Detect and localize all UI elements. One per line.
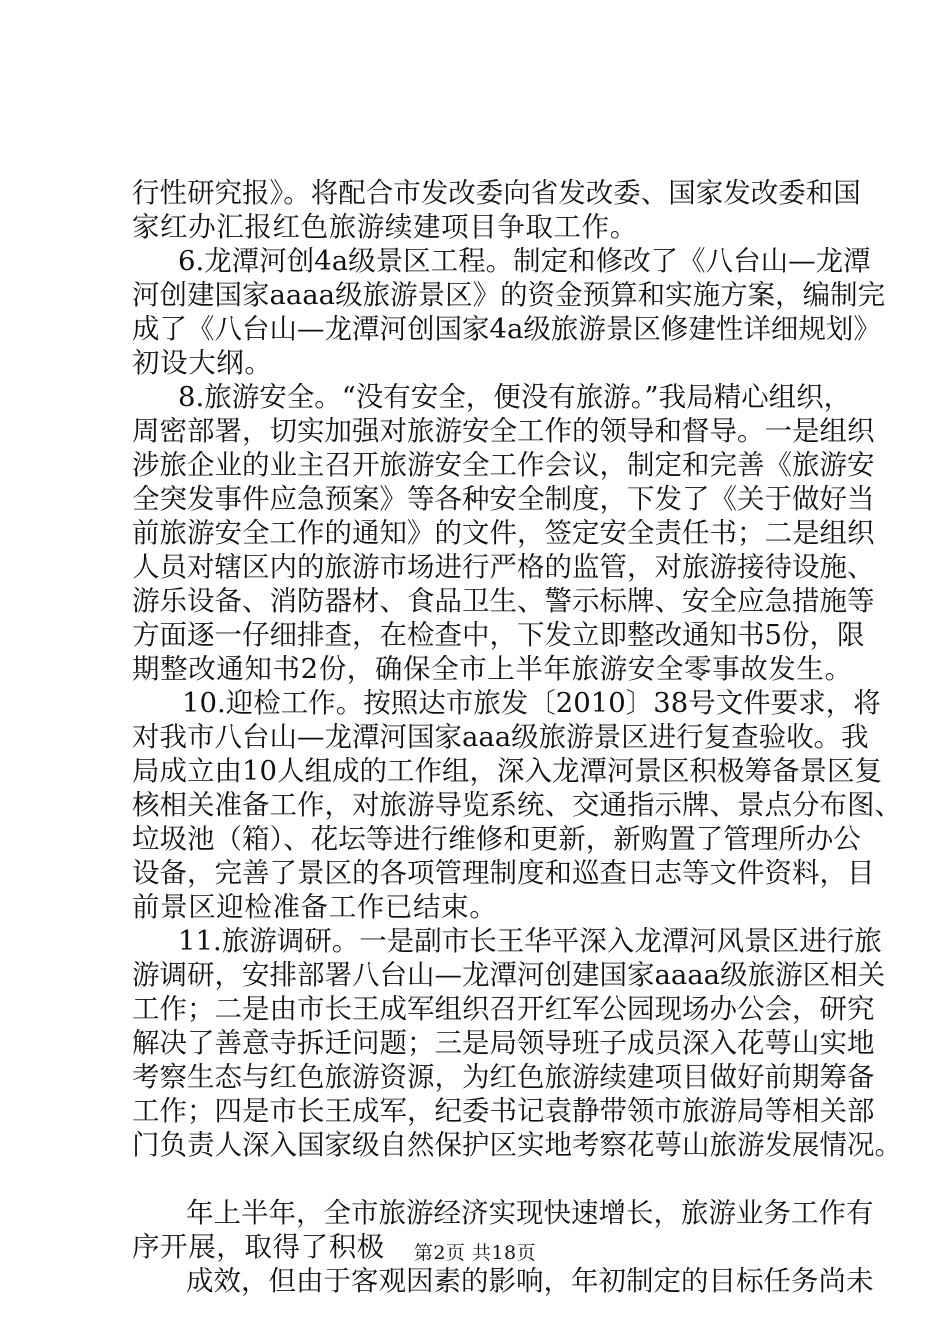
text-line: 对我市八台山—龙潭河国家aaa级旅游景区进行复查验收。我	[132, 721, 869, 753]
text-line: 行性研究报》。将配合市发改委向省发改委、国家发改委和国	[132, 177, 861, 209]
text-line: 方面逐一仔细排查，在检查中，下发立即整改通知书5份，限	[132, 619, 865, 651]
text-line: 6.龙潭河创4a级景区工程。制定和修改了《八台山—龙潭	[178, 245, 871, 277]
text-line: 全突发事件应急预案》等各种安全制度，下发了《关于做好当	[132, 483, 875, 515]
text-line: 河创建国家aaaa级旅游景区》的资金预算和实施方案，编制完	[132, 279, 886, 311]
text-line: 期整改通知书2份，确保全市上半年旅游安全零事故发生。	[132, 653, 853, 685]
text-line: 成了《八台山—龙潭河创国家4a级旅游景区修建性详细规划》	[132, 313, 881, 345]
text-line: 解决了善意寺拆迁问题；三是局领导班子成员深入花萼山实地	[132, 1027, 875, 1059]
text-line: 考察生态与红色旅游资源，为红色旅游续建项目做好前期筹备	[132, 1061, 875, 1093]
text-line: 人员对辖区内的旅游市场进行严格的监管，对旅游接待设施、	[132, 551, 875, 583]
text-line: 前景区迎检准备工作已结束。	[132, 891, 498, 923]
text-line: 局成立由10人组成的工作组，深入龙潭河景区积极筹备景区复	[132, 755, 882, 787]
text-line: 设备，完善了景区的各项管理制度和巡查日志等文件资料，目	[132, 857, 875, 889]
text-line: 工作；四是市长王成军，纪委书记袁静带领市旅游局等相关部	[132, 1095, 875, 1127]
text-line: 年上半年，全市旅游经济实现快速增长，旅游业务工作有	[186, 1197, 874, 1229]
text-line: 家红办汇报红色旅游续建项目争取工作。	[132, 211, 638, 243]
text-line: 成效，但由于客观因素的影响，年初制定的目标任务尚未	[186, 1265, 874, 1297]
text-line: 前旅游安全工作的通知》的文件，签定安全责任书；二是组织	[132, 517, 875, 549]
text-line: 8.旅游安全。“没有安全，便没有旅游。”我局精心组织，	[178, 381, 852, 413]
text-line: 11.旅游调研。一是副市长王华平深入龙潭河风景区进行旅	[178, 925, 882, 957]
text-line: 游乐设备、消防器材、食品卫生、警示标牌、安全应急措施等	[132, 585, 875, 617]
text-line: 工作；二是由市长王成军组织召开红军公园现场办公会，研究	[132, 993, 875, 1025]
text-line: 10.迎检工作。按照达市旅发〔2010〕38号文件要求，将	[182, 687, 881, 719]
text-line: 周密部署，切实加强对旅游安全工作的领导和督导。一是组织	[132, 415, 875, 447]
text-line: 初设大纲。	[132, 347, 273, 379]
text-line: 游调研，安排部署八台山—龙潭河创建国家aaaa级旅游区相关	[132, 959, 886, 991]
text-line: 核相关准备工作，对旅游导览系统、交通指示牌、景点分布图、	[132, 789, 902, 821]
text-line: 垃圾池（箱）、花坛等进行维修和更新，新购置了管理所办公	[132, 823, 861, 855]
text-line: 涉旅企业的业主召开旅游安全工作会议，制定和完善《旅游安	[132, 449, 875, 481]
text-line: 序开展，取得了积极	[132, 1231, 385, 1263]
page-footer: 第2页 共18页	[413, 1242, 537, 1264]
text-line: 门负责人深入国家级自然保护区实地考察花萼山旅游发展情况。	[132, 1129, 902, 1161]
